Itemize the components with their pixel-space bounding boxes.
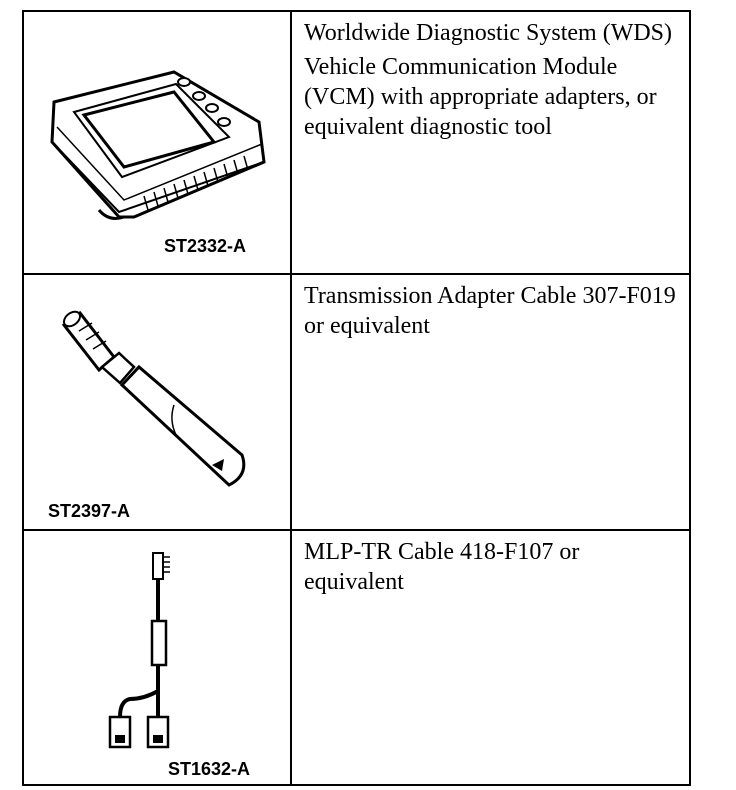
special-tools-table (22, 10, 691, 786)
tool-name-line: Vehicle Communication Module (VCM) with appropriate adapters, or equivalent diagnostic tool (304, 54, 657, 140)
tool-description (292, 275, 689, 529)
tool-row-wds (24, 12, 689, 275)
tool-image-cell (24, 531, 292, 786)
y-cable-icon (24, 531, 292, 786)
diagnostic-tablet-icon (24, 12, 292, 275)
tool-image-cell (24, 12, 292, 273)
tool-row-adapter-cable (24, 275, 689, 531)
tool-description (292, 531, 689, 786)
tool-name-line: MLP-TR Cable 418-F107 or equivalent (304, 539, 580, 595)
adapter-cable-icon (24, 275, 292, 531)
tool-row-mlp-tr-cable (24, 531, 689, 786)
tool-image-cell (24, 275, 292, 529)
tool-name-line: Worldwide Diagnostic System (WDS) (304, 20, 673, 46)
tool-description (292, 12, 689, 273)
image-reference-label: ST2397-A (48, 501, 131, 521)
image-reference-label: ST2332-A (164, 236, 247, 256)
image-reference-label: ST1632-A (168, 759, 251, 779)
tool-name-line: Transmission Adapter Cable 307-F019 or equivalent (304, 283, 676, 339)
